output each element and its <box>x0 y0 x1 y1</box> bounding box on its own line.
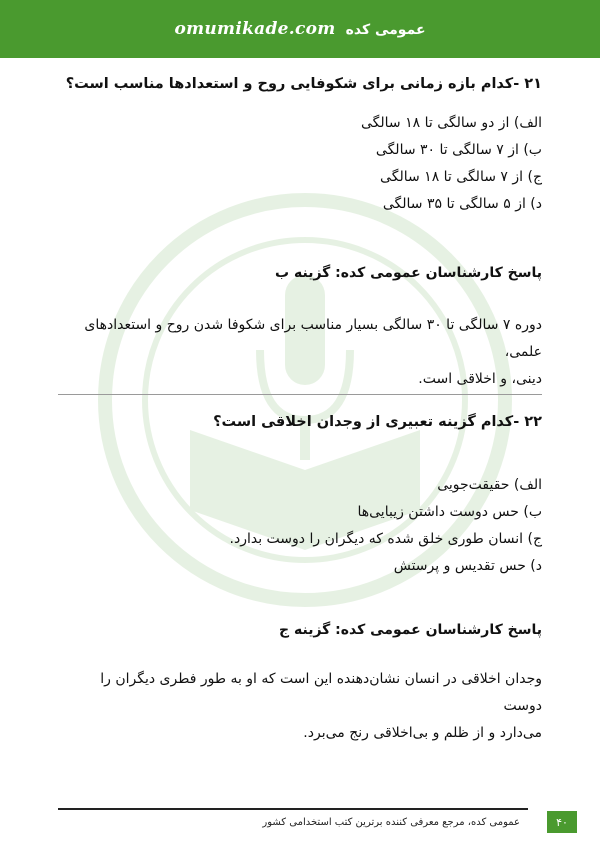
option-d: د) حس تقدیس و پرستش <box>393 558 542 574</box>
question-22-options <box>58 472 542 580</box>
explanation-line: دینی، و اخلاقی است. <box>418 371 542 387</box>
answer-21-block <box>58 265 542 281</box>
option-a: الف) حقیقت‌جویی <box>437 477 542 493</box>
footer-caption: عمومی کده، مرجع معرفی کننده برترین کتب استخدامی کشور <box>262 817 520 828</box>
answer-21-explanation <box>58 312 542 393</box>
answer-22-explanation <box>58 666 542 747</box>
option-d: د) از ۵ سالگی تا ۳۵ سالگی <box>382 196 542 212</box>
question-21 <box>58 76 542 218</box>
brand <box>174 19 425 39</box>
option-a: الف) از دو سالگی تا ۱۸ سالگی <box>360 115 542 131</box>
answer-21-title: پاسخ کارشناسان عمومی کده: گزینه ب <box>275 265 542 281</box>
option-c: ج) انسان طوری خلق شده که دیگران را دوست بدارد. <box>229 531 542 547</box>
answer-22-title: پاسخ کارشناسان عمومی کده: گزینه ج <box>279 622 542 638</box>
site-name: عمومی کده <box>345 22 426 38</box>
explanation-line: وجدان اخلاقی در انسان نشان‌دهنده این است که او به طور فطری دیگران را دوست <box>100 671 542 714</box>
question-22-title: ۲۲ -کدام گزینه تعبیری از وجدان اخلاقی است؟ <box>213 414 542 430</box>
option-c: ج) از ۷ سالگی تا ۱۸ سالگی <box>380 169 542 185</box>
option-b: ب) حس دوست داشتن زیبایی‌ها <box>357 504 542 520</box>
answer-22-block <box>58 622 542 638</box>
section-divider <box>58 394 542 395</box>
question-21-title: ۲۱ -کدام بازه زمانی برای شکوفایی روح و استعدادها مناسب است؟ <box>65 76 542 92</box>
explanation-line: دوره ۷ سالگی تا ۳۰ سالگی بسیار مناسب برای شکوفا شدن روح و استعدادهای علمی، <box>84 317 542 360</box>
option-b: ب) از ۷ سالگی تا ۳۰ سالگی <box>375 142 542 158</box>
page-number-badge: ۴۰ <box>547 811 577 833</box>
question-21-options <box>58 110 542 218</box>
question-22 <box>58 414 542 580</box>
footer-rule <box>58 808 528 810</box>
header-bar <box>0 0 600 58</box>
explanation-line: می‌دارد و از ظلم و بی‌اخلاقی رنج می‌برد. <box>303 725 542 741</box>
site-url[interactable]: omumikade.com <box>174 19 336 39</box>
